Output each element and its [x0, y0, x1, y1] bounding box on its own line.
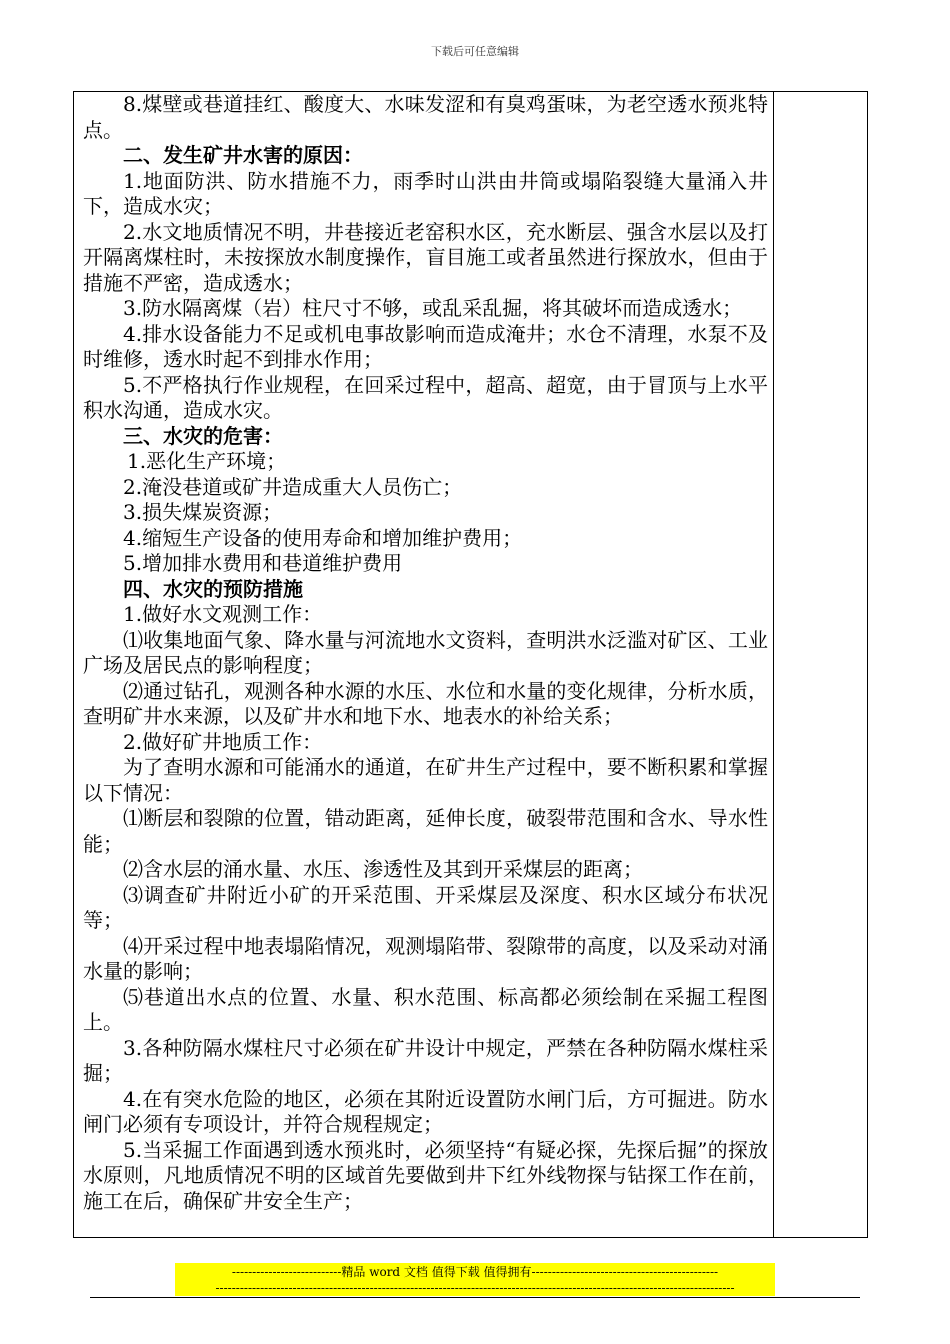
- list-item: 5.增加排水费用和巷道维护费用: [123, 551, 403, 575]
- paragraph: 1.做好水文观测工作：: [123, 602, 323, 626]
- paragraph: ⑸巷道出水点的位置、水量、积水范围、标高都必须绘制在采掘工程图上。: [83, 984, 768, 1034]
- section-heading: 四、水灾的预防措施: [123, 576, 303, 601]
- paragraph: 8.煤壁或巷道挂红、酸度大、水味发涩和有臭鸡蛋味，为老空透水预兆特点。: [83, 92, 768, 142]
- paragraph: ⑵通过钻孔，观测各种水源的水压、水位和水量的变化规律，分析水质，查明矿井水来源，以及矿井水和地下水、地表水的补给关系；: [83, 678, 768, 728]
- paragraph: ⑶调查矿井附近小矿的开采范围、开采煤层及深度、积水区域分布状况等；: [83, 882, 768, 932]
- footer-line-2: --------------------------------------------------------------------------------------------------------------------------------: [215, 1281, 735, 1295]
- list-item: 2.淹没巷道或矿井造成重大人员伤亡；: [123, 474, 463, 499]
- paragraph: 3.防水隔离煤（岩）柱尺寸不够，或乱采乱掘，将其破坏而造成透水；: [123, 296, 743, 320]
- content-cell: [83, 92, 768, 1214]
- list-item: 3.损失煤炭资源；: [123, 500, 283, 524]
- bottom-rule: [90, 1297, 860, 1298]
- paragraph: 2.做好矿井地质工作：: [123, 729, 323, 754]
- paragraph: 1.地面防洪、防水措施不力，雨季时山洪由井筒或塌陷裂缝大量涌入井下，造成水灾；: [83, 168, 768, 218]
- column-divider: [773, 92, 774, 1237]
- list-item: 4.缩短生产设备的使用寿命和增加维护费用；: [123, 525, 523, 550]
- section-heading: 三、水灾的危害：: [123, 423, 283, 448]
- paragraph: 5.不严格执行作业规程，在回采过程中，超高、超宽，由于冒顶与上水平积水沟通，造成水灾。: [83, 372, 768, 422]
- document-table: [73, 91, 868, 1238]
- footer-line-1: ---------------------------精品 word 文档 值得下载 值得拥有----------------------------------------------: [231, 1265, 719, 1279]
- paragraph: 2.水文地质情况不明，井巷接近老窑积水区，充水断层、强含水层以及打开隔离煤柱时，未按探放水制度操作，盲目施工或者虽然进行探放水，但由于措施不严密，造成透水；: [83, 219, 768, 295]
- header-note: 下载后可任意编辑: [431, 45, 519, 58]
- paragraph: ⑵含水层的涌水量、水压、渗透性及其到开采煤层的距离；: [123, 857, 643, 881]
- list-item: 1.恶化生产环境；: [127, 449, 287, 473]
- paragraph: 为了查明水源和可能涌水的通道，在矿井生产过程中，要不断积累和掌握以下情况：: [83, 755, 768, 805]
- paragraph: ⑴收集地面气象、降水量与河流地水文资料，查明洪水泛滥对矿区、工业广场及居民点的影响程度；: [83, 627, 768, 677]
- paragraph: ⑷开采过程中地表塌陷情况，观测塌陷带、裂隙带的高度，以及采动对涌水量的影响；: [83, 933, 768, 983]
- paragraph: ⑴断层和裂隙的位置，错动距离，延伸长度，破裂带范围和含水、导水性能；: [83, 806, 768, 856]
- paragraph: 5.当采掘工作面遇到透水预兆时，必须坚持“有疑必探，先探后掘”的探放水原则，凡地质情况不明的区域首先要做到井下红外线物探与钻探工作在前，施工在后，确保矿井安全生产；: [83, 1137, 768, 1213]
- paragraph: 4.在有突水危险的地区，必须在其附近设置防水闸门后，方可掘进。防水闸门必须有专项设计，并符合规程规定；: [83, 1086, 768, 1136]
- paragraph: 3.各种防隔水煤柱尺寸必须在矿井设计中规定，严禁在各种防隔水煤柱采掘；: [83, 1035, 768, 1085]
- paragraph: 4.排水设备能力不足或机电事故影响而造成淹井；水仓不清理，水泵不及时维修，透水时起不到排水作用；: [83, 321, 768, 371]
- section-heading: 二、发生矿井水害的原因：: [123, 143, 363, 167]
